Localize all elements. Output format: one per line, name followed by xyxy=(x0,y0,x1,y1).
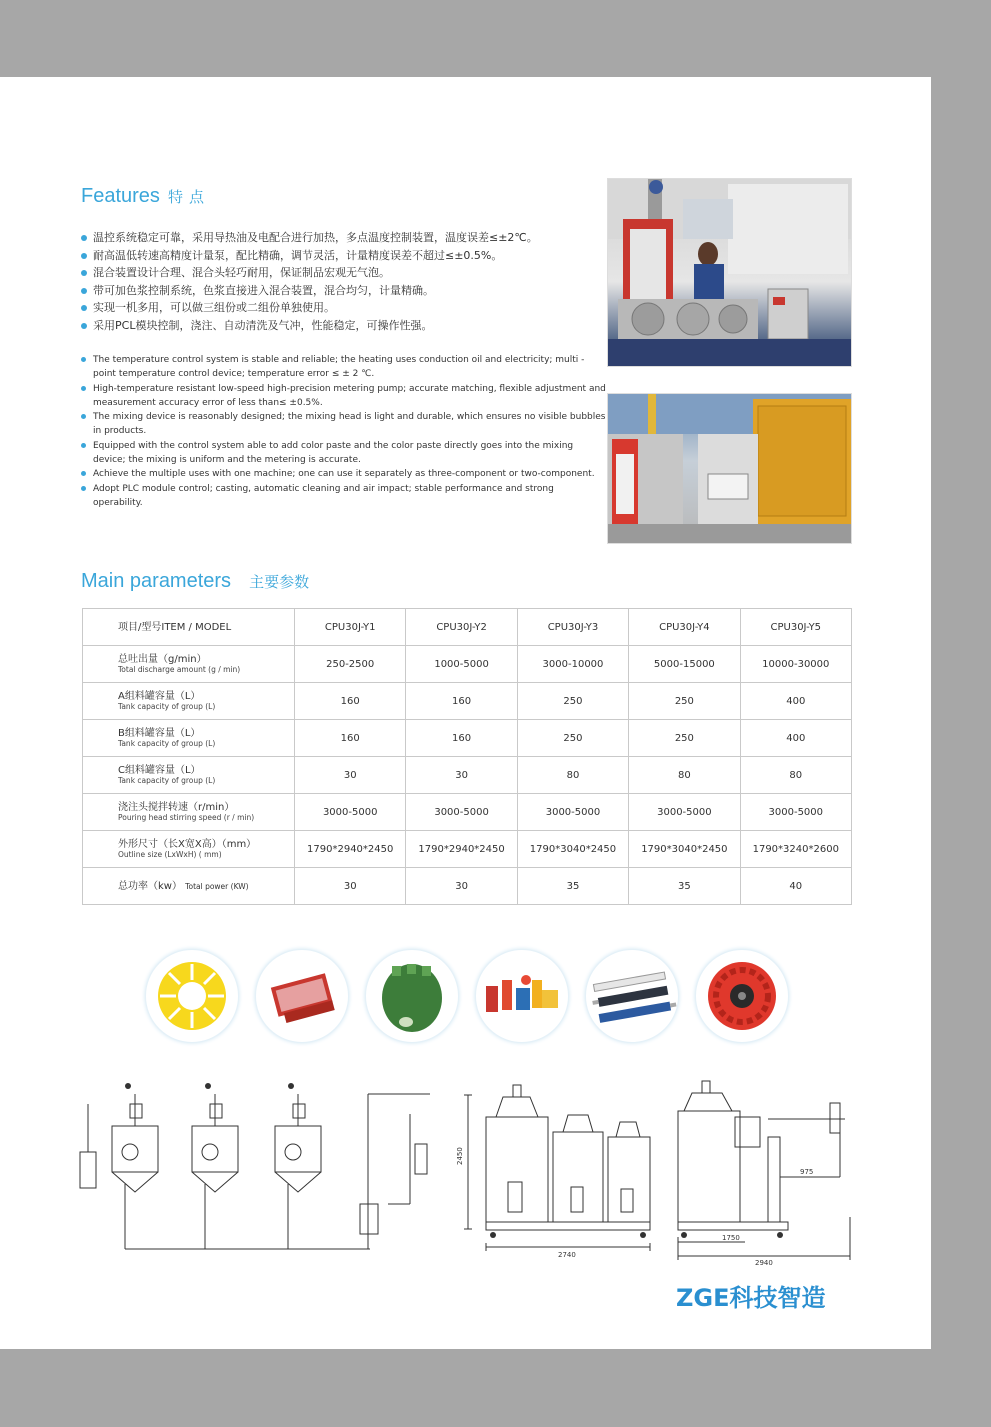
bullet-dot-icon xyxy=(81,235,87,241)
table-cell: 30 xyxy=(406,757,517,794)
front-view-drawing xyxy=(458,1077,663,1262)
bullet-dot-icon xyxy=(81,357,86,362)
table-cell: 160 xyxy=(295,683,406,720)
list-item: 实现一机多用，可以做三组份或二组份单独使用。 xyxy=(81,299,606,317)
bullet-dot-icon xyxy=(81,305,87,311)
list-item: 耐高温低转速高精度计量泵，配比精确，调节灵活，计量精度误差不超过≤±0.5%。 xyxy=(81,247,606,265)
table-cell: 400 xyxy=(740,683,851,720)
table-cell: 1790*2940*2450 xyxy=(295,831,406,868)
list-item: High-temperature resistant low-speed high-precision metering pump; accurate matching, flexible adjustment and measurement accuracy error of less than≤ ±0.5%. xyxy=(81,382,606,411)
product-rollers xyxy=(585,949,679,1043)
table-cell: 35 xyxy=(629,868,740,905)
dim-arm: 975 xyxy=(800,1168,814,1176)
dim-width-front: 2740 xyxy=(558,1251,576,1259)
table-cell: 5000-15000 xyxy=(629,646,740,683)
table-cell: 30 xyxy=(406,868,517,905)
table-row xyxy=(83,794,852,831)
table-cell: 400 xyxy=(740,720,851,757)
bullet-dot-icon xyxy=(81,486,86,491)
product-yellow-wheel xyxy=(145,949,239,1043)
features-title-cn: 特点 xyxy=(167,189,210,206)
table-cell: 160 xyxy=(295,720,406,757)
table-cell: 1790*2940*2450 xyxy=(406,831,517,868)
row-label: A组料罐容量（L） Tank capacity of group (L) xyxy=(83,683,295,720)
features-list-en xyxy=(81,353,606,510)
product-mixed-parts xyxy=(475,949,569,1043)
product-red-tire xyxy=(695,949,789,1043)
table-cell: 250 xyxy=(629,683,740,720)
table-cell: 30 xyxy=(295,868,406,905)
table-header-label: 项目/型号ITEM / MODEL xyxy=(83,609,295,646)
dim-inner: 1750 xyxy=(722,1234,740,1242)
table-cell: 30 xyxy=(295,757,406,794)
table-cell: 35 xyxy=(517,868,628,905)
model-header: CPU30J-Y5 xyxy=(740,609,851,646)
list-item: 采用PCL模块控制，浇注、自动清洗及气冲，性能稳定，可操作性强。 xyxy=(81,317,606,335)
machine-photo-operator xyxy=(607,178,852,367)
table-cell: 250 xyxy=(629,720,740,757)
model-header: CPU30J-Y3 xyxy=(517,609,628,646)
list-item: Achieve the multiple uses with one machine; one can use it separately as three-component or two-component. xyxy=(81,467,606,481)
dim-total: 2940 xyxy=(755,1259,773,1267)
list-item: Adopt PLC module control; casting, automatic cleaning and air impact; stable performance and strong operability. xyxy=(81,482,606,511)
table-cell: 1790*3040*2450 xyxy=(629,831,740,868)
table-cell: 80 xyxy=(629,757,740,794)
features-list-cn xyxy=(81,229,606,335)
table-cell: 3000-5000 xyxy=(295,794,406,831)
table-cell: 10000-30000 xyxy=(740,646,851,683)
model-header: CPU30J-Y2 xyxy=(406,609,517,646)
list-item: 带可加色浆控制系统，色浆直接进入混合装置，混合均匀，计量精确。 xyxy=(81,282,606,300)
piping-schematic xyxy=(70,1074,450,1264)
table-cell: 1000-5000 xyxy=(406,646,517,683)
params-title-cn: 主要参数 xyxy=(249,574,310,591)
dim-height: 2450 xyxy=(456,1147,464,1165)
bullet-dot-icon xyxy=(81,270,87,276)
table-cell: 1790*3240*2600 xyxy=(740,831,851,868)
table-cell: 250 xyxy=(517,720,628,757)
table-cell: 250 xyxy=(517,683,628,720)
table-header-row xyxy=(83,609,852,646)
zge-logo xyxy=(676,1281,851,1311)
bullet-dot-icon xyxy=(81,253,87,259)
list-item: Equipped with the control system able to add color paste and the color paste directly goes into the mixing device; the mixing is uniform and the metering is accurate. xyxy=(81,439,606,468)
bullet-dot-icon xyxy=(81,288,87,294)
row-label: B组料罐容量（L） Tank capacity of group (L) xyxy=(83,720,295,757)
features-title-en: Features xyxy=(81,185,160,207)
table-row xyxy=(83,868,852,905)
row-label: 总吐出量（g/min） Total discharge amount (g / min) xyxy=(83,646,295,683)
table-row xyxy=(83,646,852,683)
product-red-screens xyxy=(255,949,349,1043)
machine-photo-factory xyxy=(607,393,852,544)
table-row xyxy=(83,720,852,757)
table-cell: 160 xyxy=(406,720,517,757)
list-item: The temperature control system is stable and reliable; the heating uses conduction oil and electricity; multi -point temperature control device; temperature error ≤ ± 2 ℃. xyxy=(81,353,606,382)
table-cell: 3000-5000 xyxy=(740,794,851,831)
params-title-en: Main parameters xyxy=(81,570,232,592)
table-cell: 80 xyxy=(740,757,851,794)
features-heading xyxy=(81,185,210,208)
params-heading xyxy=(81,570,309,593)
row-label: 总功率（kw） Total power (KW) xyxy=(83,868,295,905)
table-cell: 1790*3040*2450 xyxy=(517,831,628,868)
list-item: The mixing device is reasonably designed; the mixing head is light and durable, which ensures no visible bubbles in products. xyxy=(81,410,606,439)
list-item: 温控系统稳定可靠，采用导热油及电配合进行加热，多点温度控制装置，温度误差≤±2℃。 xyxy=(81,229,606,247)
table-cell: 80 xyxy=(517,757,628,794)
side-view-drawing xyxy=(670,1077,860,1267)
bullet-dot-icon xyxy=(81,414,86,419)
brochure-page xyxy=(0,77,931,1349)
row-label: C组料罐容量（L） Tank capacity of group (L) xyxy=(83,757,295,794)
table-cell: 160 xyxy=(406,683,517,720)
bullet-dot-icon xyxy=(81,443,86,448)
logo-text: ZGE科技智造 xyxy=(676,1284,826,1312)
table-cell: 3000-5000 xyxy=(406,794,517,831)
bullet-dot-icon xyxy=(81,471,86,476)
row-label: 外形尺寸（长X宽X高）（mm） Outline size (LxWxH) ( mm) xyxy=(83,831,295,868)
params-table xyxy=(82,608,852,905)
bullet-dot-icon xyxy=(81,323,87,329)
model-header: CPU30J-Y4 xyxy=(629,609,740,646)
table-row xyxy=(83,683,852,720)
list-item: 混合装置设计合理、混合头轻巧耐用，保证制品宏观无气泡。 xyxy=(81,264,606,282)
product-green-roller xyxy=(365,949,459,1043)
table-cell: 3000-10000 xyxy=(517,646,628,683)
table-cell: 40 xyxy=(740,868,851,905)
row-label: 浇注头搅拌转速（r/min） Pouring head stirring speed (r / min) xyxy=(83,794,295,831)
table-cell: 3000-5000 xyxy=(629,794,740,831)
table-cell: 250-2500 xyxy=(295,646,406,683)
model-header: CPU30J-Y1 xyxy=(295,609,406,646)
table-row xyxy=(83,757,852,794)
table-row xyxy=(83,831,852,868)
table-cell: 3000-5000 xyxy=(517,794,628,831)
bullet-dot-icon xyxy=(81,386,86,391)
